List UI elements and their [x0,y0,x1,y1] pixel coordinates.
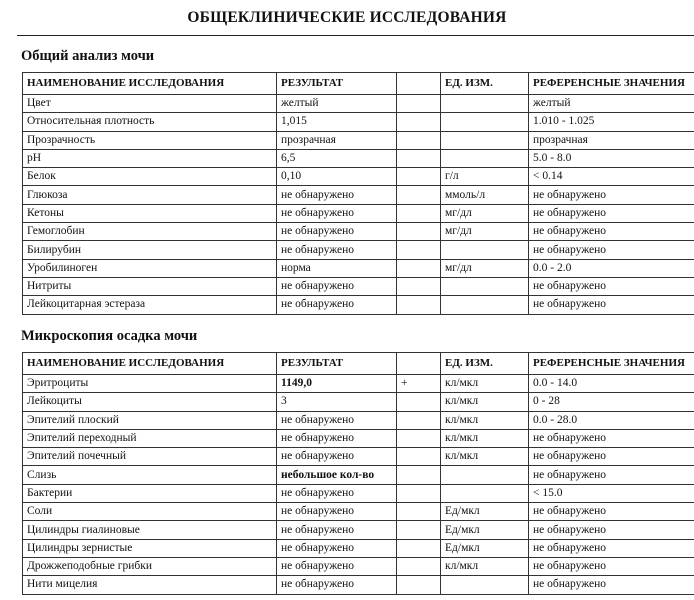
table-row [23,576,694,594]
cell-reference: не обнаружено [529,576,694,594]
cell-name: Уробилиноген [23,259,277,277]
cell-result: не обнаружено [277,521,397,539]
table-row [23,539,694,557]
cell-unit [441,241,529,259]
cell-result: норма [277,259,397,277]
table-row [23,557,694,575]
column-header-result: РЕЗУЛЬТАТ [277,353,397,375]
cell-flag [397,113,441,131]
cell-name: Лейкоцитарная эстераза [23,296,277,314]
cell-flag [397,95,441,113]
cell-result: 1,015 [277,113,397,131]
cell-unit: Ед/мкл [441,521,529,539]
cell-reference: < 15.0 [529,484,694,502]
table-row [23,113,694,131]
cell-flag [397,241,441,259]
cell-unit [441,484,529,502]
cell-name: Дрожжеподобные грибки [23,557,277,575]
table-row [23,466,694,484]
table-row [23,131,694,149]
cell-result: не обнаружено [277,557,397,575]
table-row [23,375,694,393]
column-header-name: НАИМЕНОВАНИЕ ИССЛЕДОВАНИЯ [23,353,277,375]
cell-result: не обнаружено [277,186,397,204]
cell-flag [397,557,441,575]
table-row [23,429,694,447]
cell-flag [397,204,441,222]
cell-reference: не обнаружено [529,557,694,575]
table-header-row [23,73,694,95]
cell-result: не обнаружено [277,277,397,295]
table-header-row [23,353,694,375]
cell-flag [397,131,441,149]
cell-name: Эритроциты [23,375,277,393]
cell-name: Цилиндры гиалиновые [23,521,277,539]
cell-name: Цилиндры зернистые [23,539,277,557]
cell-name: Эпителий плоский [23,411,277,429]
urinalysis-table-body [23,95,694,315]
column-header-unit: ЕД. ИЗМ. [441,73,529,95]
cell-unit [441,576,529,594]
table-row [23,241,694,259]
table-row [23,168,694,186]
cell-unit: г/л [441,168,529,186]
cell-name: Цвет [23,95,277,113]
column-header-result: РЕЗУЛЬТАТ [277,73,397,95]
cell-reference: 0.0 - 2.0 [529,259,694,277]
cell-name: Нитриты [23,277,277,295]
cell-result: 0,10 [277,168,397,186]
cell-reference: 1.010 - 1.025 [529,113,694,131]
column-header-reference: РЕФЕРЕНСНЫЕ ЗНАЧЕНИЯ [529,353,694,375]
column-header-flag [397,73,441,95]
cell-unit: кл/мкл [441,448,529,466]
cell-unit: кл/мкл [441,375,529,393]
column-header-unit: ЕД. ИЗМ. [441,353,529,375]
cell-unit: кл/мкл [441,429,529,447]
cell-unit [441,131,529,149]
cell-name: Белок [23,168,277,186]
cell-flag [397,411,441,429]
cell-name: Гемоглобин [23,223,277,241]
cell-unit: мг/дл [441,223,529,241]
cell-flag: + [397,375,441,393]
cell-name: Глюкоза [23,186,277,204]
cell-result: 6,5 [277,149,397,167]
cell-unit: Ед/мкл [441,503,529,521]
table-row [23,503,694,521]
cell-reference: не обнаружено [529,241,694,259]
cell-name: Эпителий почечный [23,448,277,466]
cell-unit [441,466,529,484]
cell-reference: не обнаружено [529,521,694,539]
table-row [23,411,694,429]
cell-flag [397,393,441,411]
cell-reference: не обнаружено [529,223,694,241]
table-row [23,204,694,222]
microscopy-table [22,352,694,595]
cell-flag [397,149,441,167]
urinalysis-table [22,72,694,315]
cell-reference: не обнаружено [529,277,694,295]
cell-unit: кл/мкл [441,411,529,429]
cell-reference: желтый [529,95,694,113]
cell-unit: ммоль/л [441,186,529,204]
cell-result: не обнаружено [277,484,397,502]
cell-result: не обнаружено [277,448,397,466]
cell-reference: 0.0 - 14.0 [529,375,694,393]
cell-reference: 0 - 28 [529,393,694,411]
column-header-reference: РЕФЕРЕНСНЫЕ ЗНАЧЕНИЯ [529,73,694,95]
cell-unit: мг/дл [441,259,529,277]
cell-result: небольшое кол-во [277,466,397,484]
cell-result: прозрачная [277,131,397,149]
cell-result: не обнаружено [277,539,397,557]
cell-name: Слизь [23,466,277,484]
table-row [23,95,694,113]
cell-reference: < 0.14 [529,168,694,186]
cell-flag [397,186,441,204]
cell-flag [397,539,441,557]
cell-flag [397,277,441,295]
table-row [23,484,694,502]
cell-flag [397,223,441,241]
cell-result: не обнаружено [277,411,397,429]
cell-flag [397,259,441,277]
cell-result: 3 [277,393,397,411]
cell-name: Лейкоциты [23,393,277,411]
cell-name: Кетоны [23,204,277,222]
cell-result: не обнаружено [277,503,397,521]
cell-result: желтый [277,95,397,113]
cell-name: Билирубин [23,241,277,259]
cell-reference: не обнаружено [529,296,694,314]
cell-result: не обнаружено [277,429,397,447]
cell-reference: 5.0 - 8.0 [529,149,694,167]
cell-reference: не обнаружено [529,448,694,466]
cell-unit [441,296,529,314]
cell-result: 1149,0 [277,375,397,393]
cell-flag [397,168,441,186]
cell-unit [441,113,529,131]
cell-flag [397,466,441,484]
cell-flag [397,521,441,539]
table-row [23,259,694,277]
cell-result: не обнаружено [277,296,397,314]
microscopy-table-body [23,375,694,595]
column-header-name: НАИМЕНОВАНИЕ ИССЛЕДОВАНИЯ [23,73,277,95]
cell-result: не обнаружено [277,576,397,594]
table-row [23,186,694,204]
cell-reference: 0.0 - 28.0 [529,411,694,429]
cell-name: Бактерии [23,484,277,502]
table-row [23,296,694,314]
page-title: ОБЩЕКЛИНИЧЕСКИЕ ИССЛЕДОВАНИЯ [187,9,507,26]
cell-flag [397,503,441,521]
cell-unit [441,149,529,167]
cell-name: Прозрачность [23,131,277,149]
cell-name: Относительная плотность [23,113,277,131]
cell-reference: не обнаружено [529,204,694,222]
cell-reference: не обнаружено [529,466,694,484]
cell-unit: кл/мкл [441,557,529,575]
cell-reference: не обнаружено [529,186,694,204]
cell-name: Эпителий переходный [23,429,277,447]
cell-result: не обнаружено [277,223,397,241]
table-row [23,521,694,539]
table-row [23,223,694,241]
cell-name: Нити мицелия [23,576,277,594]
cell-flag [397,484,441,502]
cell-unit: кл/мкл [441,393,529,411]
cell-result: не обнаружено [277,241,397,259]
cell-name: pH [23,149,277,167]
cell-flag [397,296,441,314]
cell-flag [397,429,441,447]
cell-unit: мг/дл [441,204,529,222]
title-divider [17,35,694,36]
cell-result: не обнаружено [277,204,397,222]
cell-reference: прозрачная [529,131,694,149]
cell-unit: Ед/мкл [441,539,529,557]
cell-reference: не обнаружено [529,539,694,557]
cell-reference: не обнаружено [529,429,694,447]
table-row [23,149,694,167]
cell-flag [397,576,441,594]
cell-reference: не обнаружено [529,503,694,521]
cell-flag [397,448,441,466]
cell-unit [441,277,529,295]
cell-name: Соли [23,503,277,521]
table-row [23,277,694,295]
cell-unit [441,95,529,113]
table-row [23,393,694,411]
section-title-urinalysis: Общий анализ мочи [21,48,155,64]
column-header-flag [397,353,441,375]
table-row [23,448,694,466]
section-title-microscopy: Микроскопия осадка мочи [21,328,198,344]
